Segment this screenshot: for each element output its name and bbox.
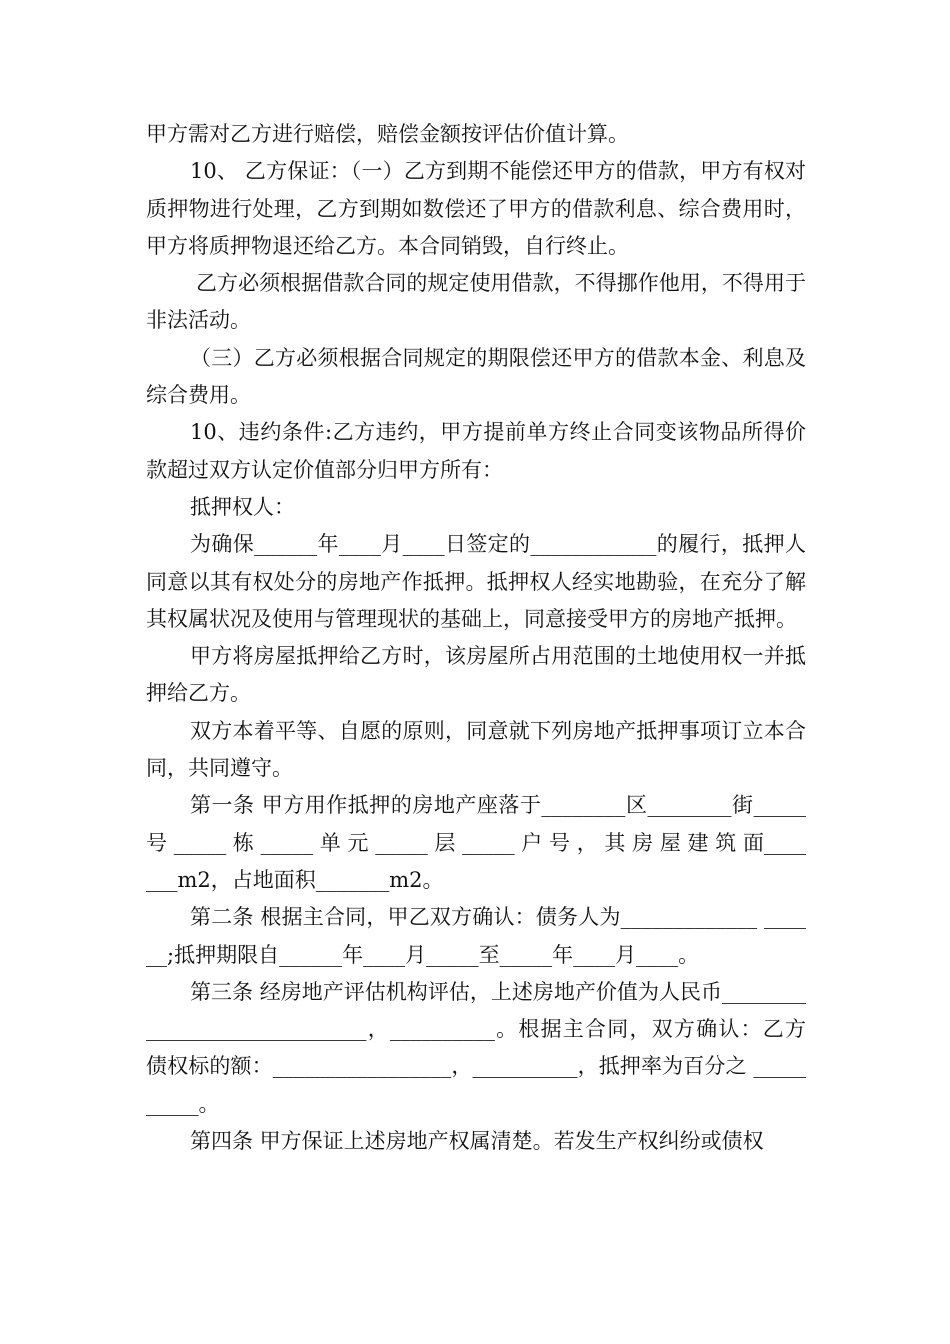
article-2: 第二条 根据主合同，甲乙双方确认：债务人为_____________ ______;抵押期限自______年____月_____至_____年____月____。 [146,905,806,967]
article-3: 第三条 经房地产评估机构评估，上述房地产价值为人民币_____________________________，__________。根据主合同，双方确认：乙方债权标的额：_________________，__________，抵押率为百分之 __________。 [146,979,806,1116]
paragraph-mortgagee: 抵押权人： [190,494,295,519]
paragraph-breach: 10、违约条件:乙方违约，甲方提前单方终止合同变该物品所得价款超过双方认定价值部分归甲方所有： [146,420,806,482]
article-4: 第四条 甲方保证上述房地产权属清楚。若发生产权纠纷或债权 [190,1129,764,1154]
document-body [146,116,813,1160]
paragraph-principle: 双方本着平等、自愿的原则，同意就下列房地产抵押事项订立本合同，共同遵守。 [146,718,806,781]
paragraph-purpose: 为确保______年____月____日签定的____________的履行，抵押人同意以其有权处分的房地产作抵押。抵押权人经实地勘验，在充分了解其权属状况及使用与管理现状的基础上，同意接受甲方的房地产抵押。 [146,532,806,631]
paragraph-repayment: （三）乙方必须根据合同规定的期限偿还甲方的借款本金、利息及综合费用。 [146,345,806,408]
article-1: 第一条 甲方用作抵押的房地产座落于________区________街_____ 号 _____ 栋 _____ 单 元 _____ 层 _____ 户 号 ， 其 房 屋 建 筑 面_______m2，占地面积_______m2。 [146,793,813,892]
paragraph-guarantee: 10、 乙方保证：（一）乙方到期不能偿还甲方的借款，甲方有权对质押物进行处理，乙方到期如数偿还了甲方的借款利息、综合费用时，甲方将质押物退还给乙方。本合同销毁，自行终止。 [146,159,806,258]
paragraph-loan-use: 乙方必须根据借款合同的规定使用借款，不得挪作他用，不得用于非法活动。 [146,271,806,333]
paragraph-compensation: 甲方需对乙方进行赔偿，赔偿金额按评估价值计算。 [146,122,629,146]
paragraph-land-use: 甲方将房屋抵押给乙方时，该房屋所占用范围的土地使用权一并抵押给乙方。 [146,644,806,706]
